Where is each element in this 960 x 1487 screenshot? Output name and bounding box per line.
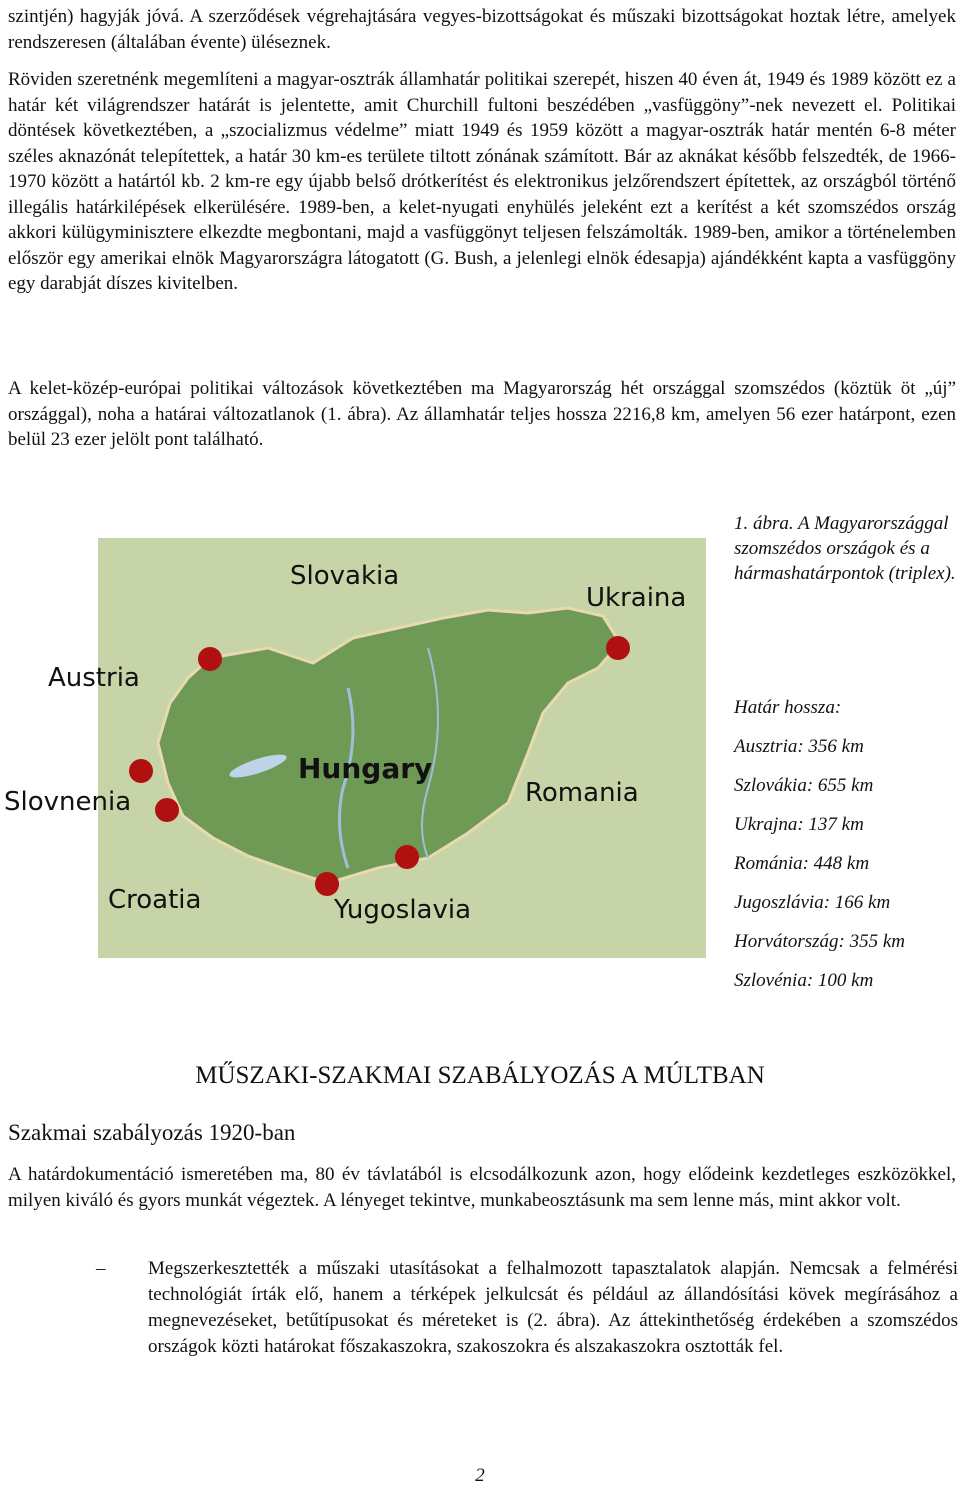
map-label-slovnenia: Slovnenia (4, 787, 132, 817)
map-label-austria: Austria (48, 663, 140, 693)
bullet-dash: – (96, 1258, 106, 1279)
border-length-item: Ausztria: 356 km (734, 736, 864, 757)
border-lengths-title: Határ hossza: (734, 697, 842, 718)
map-label-yugoslavia: Yugoslavia (334, 895, 472, 925)
tripoint-austria-slovakia (198, 647, 222, 671)
tripoint-croatia-yugoslavia (315, 872, 339, 896)
bullet-text: Megszerkesztették a műszaki utasításokat a felhalmozott tapasztalatok alapján. Nemcsak a felmérési technológiát írták elő, hanem a térképek jelkulcsát és például az állandósítási kövek megírásához a megnevezéseket, betűtípusokat és méreteket is (2. ábra). Az áttekinthetőség érdekében a szomszédos országok közti határokat főszakaszokra, szakoszokra és alszakaszokra osztották fel. (148, 1258, 958, 1357)
border-map-figure (4, 538, 706, 958)
border-length-item: Románia: 448 km (734, 853, 870, 874)
tripoint-slovakia-ukraina (606, 636, 630, 660)
map-label-ukraina: Ukraina (586, 583, 687, 613)
tripoint-yugoslavia-romania (395, 845, 419, 869)
paragraph-body: A határdokumentáció ismeretében ma, 80 év távlatából is elcsodálkozunk azon, hogy elődeink kezdetleges eszközökkel, milyen kiváló és gyors munkát végeztek. A lényeget tekintve, munkabeosztásunk ma sem lenne más, mint akkor volt. (8, 1164, 956, 1211)
figure-caption: 1. ábra. A Magyarországgal szomszédos országok és a hármashatárpontok (triplex). (734, 513, 956, 584)
section-heading: MŰSZAKI-SZAKMAI SZABÁLYOZÁS A MÚLTBAN (195, 1062, 765, 1089)
border-map (4, 538, 706, 958)
border-lengths-list (734, 695, 956, 1007)
paragraph-neighbours: A kelet-közép-európai politikai változások következtében ma Magyarország hét országgal szomszédos (köztük öt „új” országgal), noha a határai változatlanok (1. ábra). Az államhatár teljes hossza 2216,8 km, amelyen 56 ezer határpont, ezen belül 23 ezer jelölt pont található. (8, 378, 956, 450)
tripoint-slovenia-croatia (155, 798, 179, 822)
border-length-item: Jugoszlávia: 166 km (734, 892, 891, 913)
border-length-item: Szlovákia: 655 km (734, 775, 874, 796)
subheading: Szakmai szabályozás 1920-ban (8, 1120, 296, 1145)
border-length-item: Horvátország: 355 km (734, 931, 905, 952)
map-label-hungary: Hungary (298, 752, 433, 785)
paragraph-iron-curtain: Röviden szeretnénk megemlíteni a magyar-osztrák államhatár politikai szerepét, hiszen 40 éven át, 1949 és 1989 között ez a határ két világrendszer határát is jelentette, amit Churchill fultoni beszédében „vasfüggöny”-nek nevezett el. Politikai döntések következtében, a „szocializmus védelme” miatt 1949 és 1959 között a magyar-osztrák határ mentén 6-8 méter széles aknazónát telepítettek, a határ 30 km-es területe tiltott zónának számított. Bár az aknákat később felszedték, de 1966-1970 között a határtól kb. 2 km-re egy újabb belső drótkerítést és elektronikus jelzőrendszert építettek, az országból történő illegális határkilépések elkerülésére. 1989-ben, a kelet-nyugati enyhülés jeleként ezt a kerítést a két szomszédos ország akkori külügyminisztere elkezdte megbontani, majd a vasfüggönyt teljesen felszámolták. 1989-ben, amikor a történelemben először egy amerikai elnök Magyarországra látogatott (G. Bush, a jelenlegi elnök édesapja) ajándékként kapta a vasfüggöny egy darabját díszes kivitelben. (8, 69, 956, 294)
map-label-croatia: Croatia (108, 885, 202, 915)
page-number: 2 (475, 1465, 485, 1486)
tripoint-austria-slovenia (129, 759, 153, 783)
map-label-slovakia: Slovakia (290, 561, 400, 591)
border-length-item: Szlovénia: 100 km (734, 970, 874, 991)
map-label-romania: Romania (525, 778, 639, 808)
paragraph-intro: szintjén) hagyják jóvá. A szerződések végrehajtására vegyes-bizottságokat és műszaki bizottságokat hoztak létre, amelyek rendszeresen (általában évente) üléseznek. (8, 6, 956, 53)
border-length-item: Ukrajna: 137 km (734, 814, 864, 835)
